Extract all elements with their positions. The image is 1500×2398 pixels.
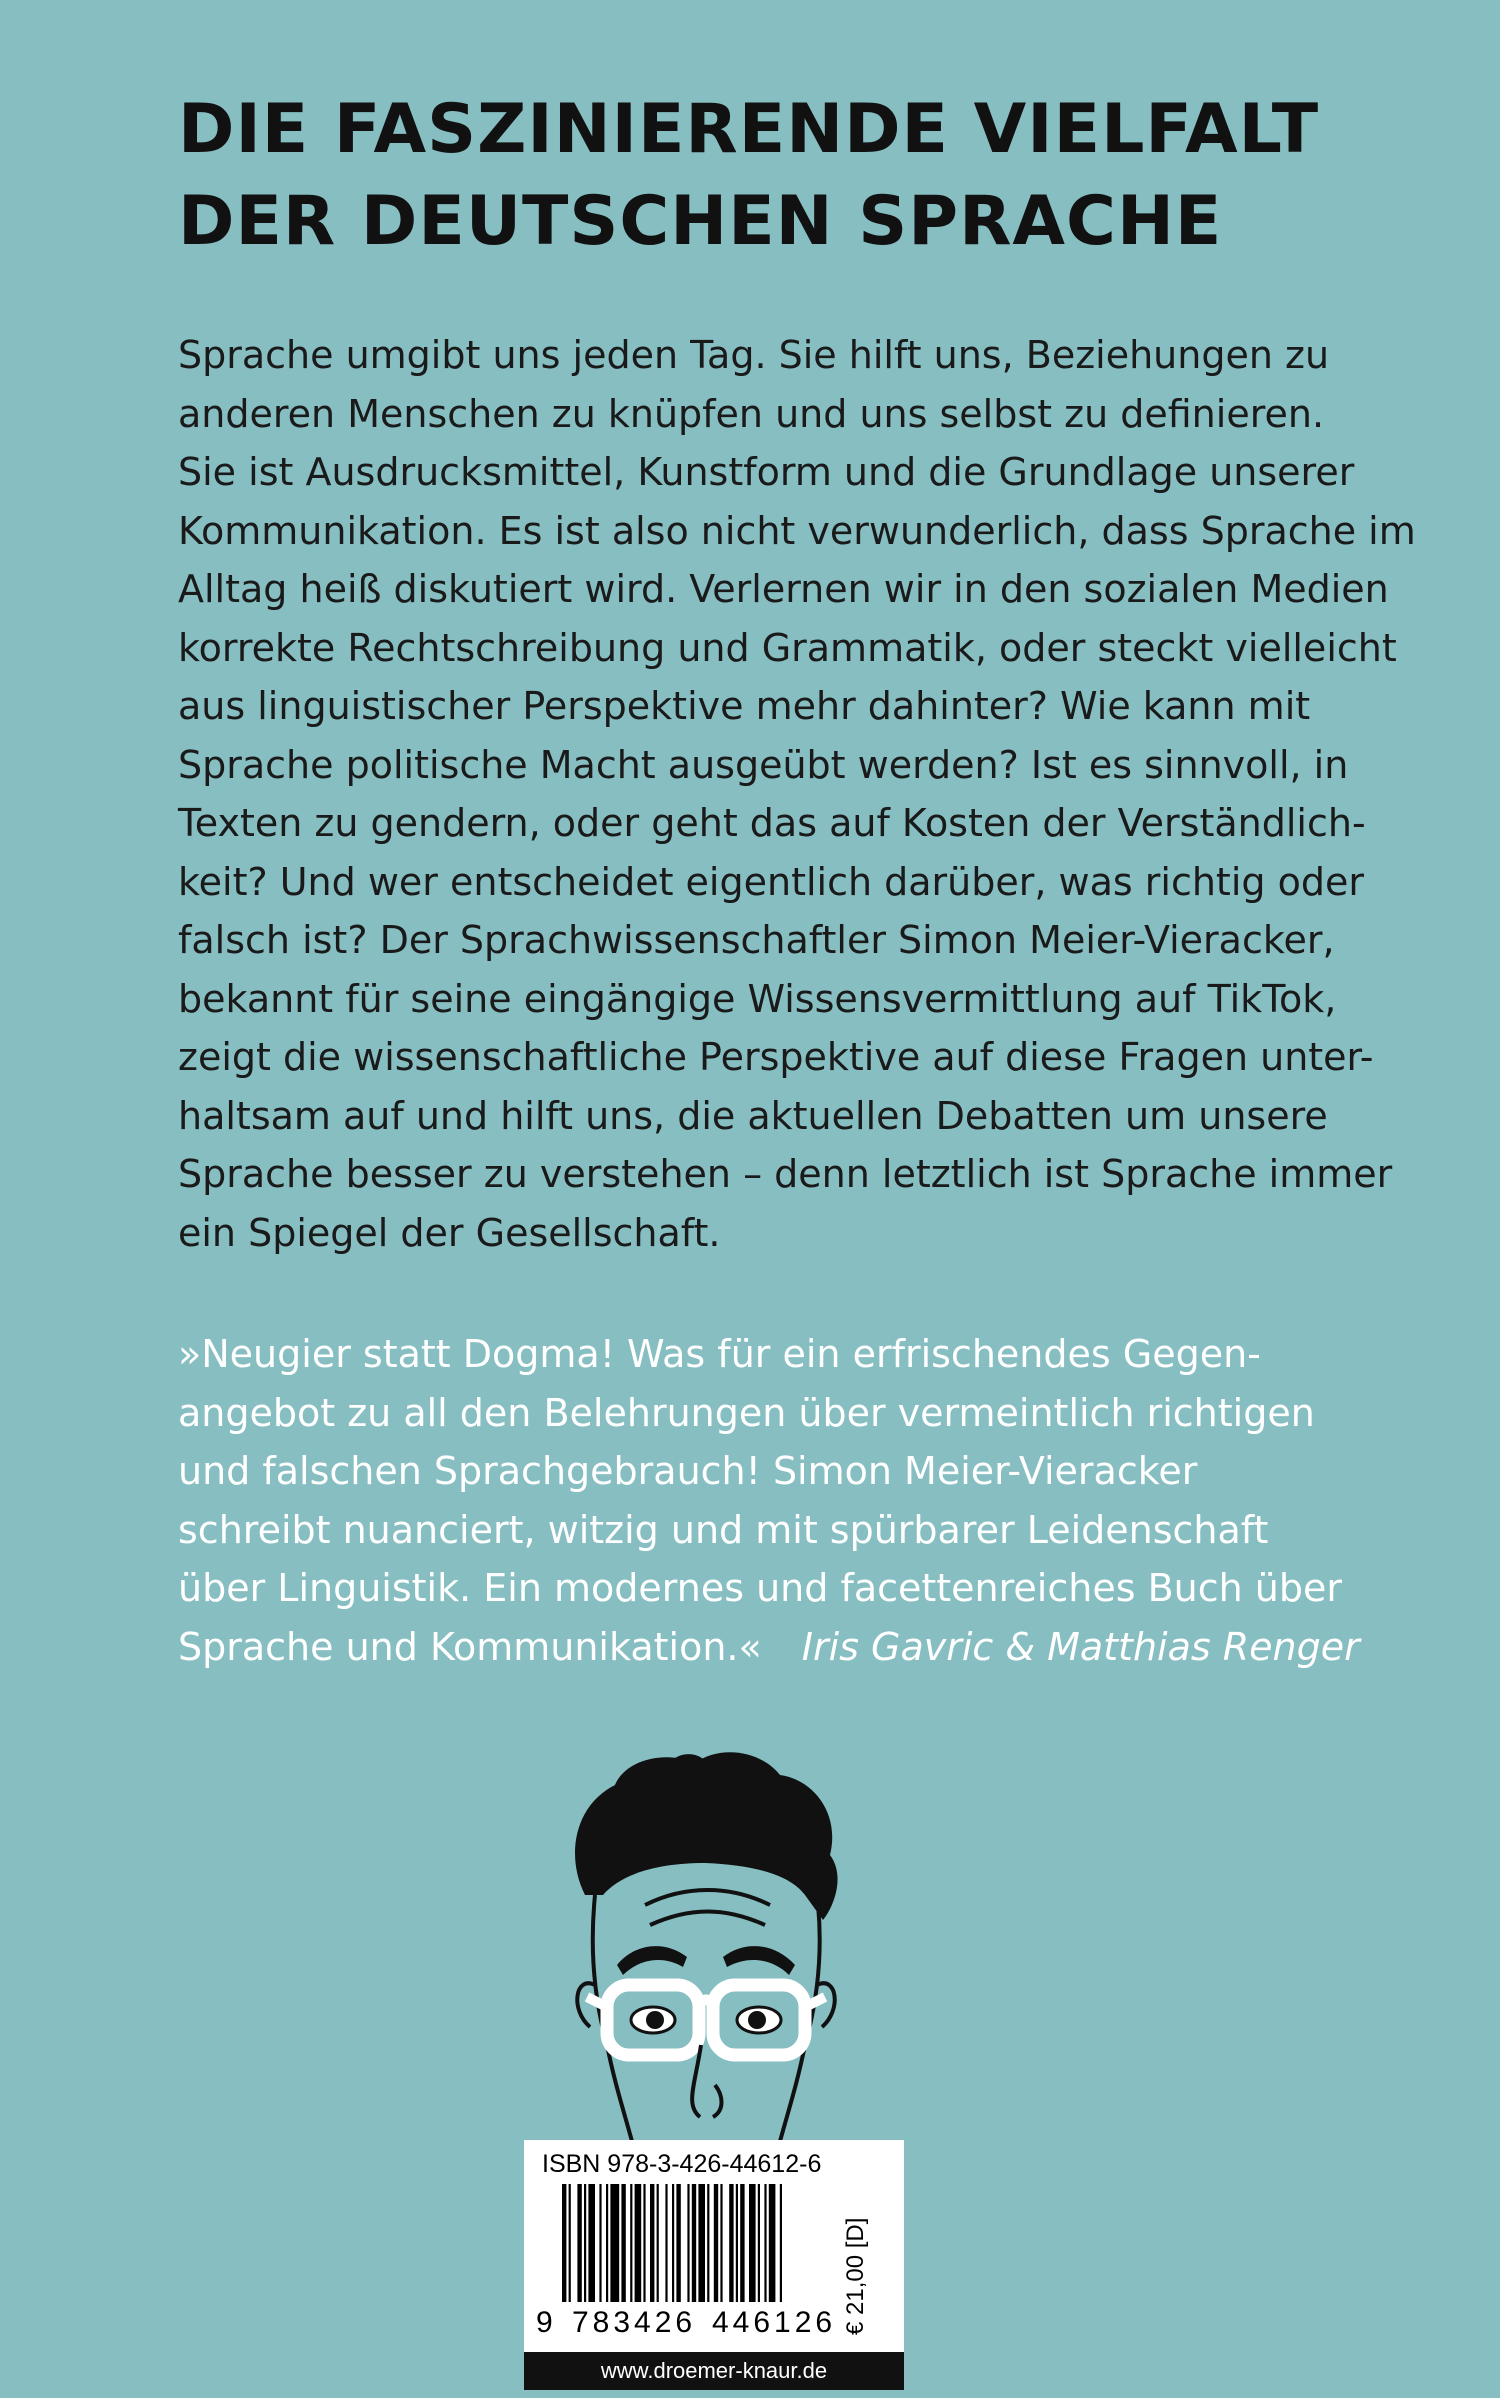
barcode-bar	[692, 2184, 696, 2302]
blurb-line: bekannt für seine eingängige Wissensvermittlung auf TikTok,	[178, 976, 1337, 1021]
barcode-bar	[758, 2184, 760, 2302]
barcode-bar	[769, 2184, 776, 2302]
barcode-bar	[714, 2184, 718, 2302]
left-pupil	[646, 2011, 664, 2029]
blurb-line: zeigt die wissenschaftliche Perspektive auf diese Fragen unter-	[178, 1035, 1374, 1079]
barcode-bar	[599, 2184, 601, 2302]
ean-first-digit: 9	[536, 2306, 553, 2339]
quote-last-line	[178, 1618, 1358, 1677]
blurb-line: Sie ist Ausdrucksmittel, Kunstform und die Grundlage unserer	[178, 450, 1355, 494]
barcode-bar	[707, 2184, 709, 2302]
quote-line: und falschen Sprachgebrauch! Simon Meier-Vieracker	[178, 1449, 1198, 1493]
quote-line: Sprache und Kommunikation.«	[178, 1624, 762, 1669]
ean-left-digits: 783426	[572, 2306, 697, 2339]
barcode-bar	[720, 2184, 722, 2302]
barcode-bar	[569, 2184, 571, 2302]
price-label: € 21,00 [D]	[842, 2217, 869, 2335]
book-blurb	[178, 326, 1416, 1262]
blurb-line: haltsam auf und hilft uns, die aktuellen Debatten um unsere	[178, 1093, 1328, 1138]
barcode-bar	[736, 2184, 738, 2302]
blurb-line: falsch ist? Der Sprachwissenschaftler Simon Meier-Vieracker,	[178, 918, 1335, 962]
barcode-bar	[687, 2184, 689, 2302]
barcode-bar	[588, 2184, 595, 2302]
barcode-bar	[635, 2184, 642, 2302]
barcode-bar	[610, 2184, 619, 2302]
headline-line-2: DER DEUTSCHEN SPRACHE	[178, 182, 1223, 261]
quote-line: schreibt nuanciert, witzig und mit spürbarer Leidenschaft	[178, 1507, 1269, 1552]
left-eyebrow	[617, 1946, 687, 1975]
hair-shape	[575, 1752, 838, 1920]
blurb-line: anderen Menschen zu knüpfen und uns selbst zu definieren.	[178, 391, 1325, 436]
barcode-bar	[584, 2184, 586, 2302]
barcode-bars-icon	[562, 2184, 840, 2302]
blurb-line: Alltag heiß diskutiert wird. Verlernen wir in den sozialen Medien	[178, 567, 1389, 611]
forehead-wrinkle	[650, 1912, 765, 1926]
blurb-line: korrekte Rechtschreibung und Grammatik, oder steckt vielleicht	[178, 625, 1397, 670]
blurb-line: Sprache umgibt uns jeden Tag. Sie hilft uns, Beziehungen zu	[178, 333, 1330, 377]
headline-line-1: DIE FASZINIERENDE VIELFALT	[178, 90, 1320, 169]
barcode-bar	[740, 2184, 744, 2302]
barcode-bar	[657, 2184, 659, 2302]
barcode-bar	[562, 2184, 566, 2302]
blurb-line: Sprache politische Macht ausgeübt werden? Ist es sinnvoll, in	[178, 742, 1349, 787]
review-quote	[178, 1325, 1358, 1676]
ean-right-digits: 446126	[712, 2306, 837, 2339]
right-eyebrow	[723, 1946, 795, 1975]
quote-line: über Linguistik. Ein modernes und facettenreiches Buch über	[178, 1566, 1343, 1610]
quote-author: Iris Gavric & Matthias Renger	[801, 1624, 1360, 1669]
publisher-url: www.droemer-knaur.de	[524, 2352, 904, 2390]
barcode-bar	[729, 2184, 733, 2302]
author-caricature-icon	[555, 1745, 855, 2145]
back-cover-headline	[178, 84, 1378, 268]
quote-line: angebot zu all den Belehrungen über vermeintlich richtigen	[178, 1390, 1315, 1435]
barcode-bar	[630, 2184, 632, 2302]
barcode-bar	[672, 2184, 674, 2302]
barcode-bar	[643, 2184, 645, 2302]
barcode-bar	[698, 2184, 705, 2302]
barcode-bar	[676, 2184, 680, 2302]
barcode-bar	[749, 2184, 756, 2302]
blurb-line: Sprache besser zu verstehen – denn letztlich ist Sprache immer	[178, 1152, 1393, 1196]
barcode-bar	[621, 2184, 625, 2302]
isbn-number: ISBN 978-3-426-44612-6	[542, 2150, 822, 2178]
blurb-line: keit? Und wer entscheidet eigentlich darüber, was richtig oder	[178, 859, 1364, 904]
head-outline	[593, 1895, 820, 2145]
barcode-bar	[606, 2184, 608, 2302]
blurb-line: aus linguistischer Perspektive mehr dahinter? Wie kann mit	[178, 684, 1311, 728]
barcode-label	[524, 2140, 904, 2390]
glasses-bridge	[699, 2000, 713, 2008]
barcode-bar	[764, 2184, 766, 2302]
barcode-bar	[665, 2184, 667, 2302]
quote-line: »Neugier statt Dogma! Was für ein erfrischendes Gegen-	[178, 1332, 1261, 1376]
barcode-bar	[780, 2184, 782, 2302]
blurb-line: Kommunikation. Es ist also nicht verwunderlich, dass Sprache im	[178, 508, 1416, 553]
right-pupil	[748, 2011, 766, 2029]
blurb-line: ein Spiegel der Gesellschaft.	[178, 1210, 721, 1255]
blurb-line: Texten zu gendern, oder geht das auf Kosten der Verständlich-	[178, 801, 1366, 845]
barcode-bar	[577, 2184, 581, 2302]
nose	[692, 2045, 721, 2117]
barcode-bar	[650, 2184, 654, 2302]
forehead-wrinkle	[645, 1890, 770, 1905]
